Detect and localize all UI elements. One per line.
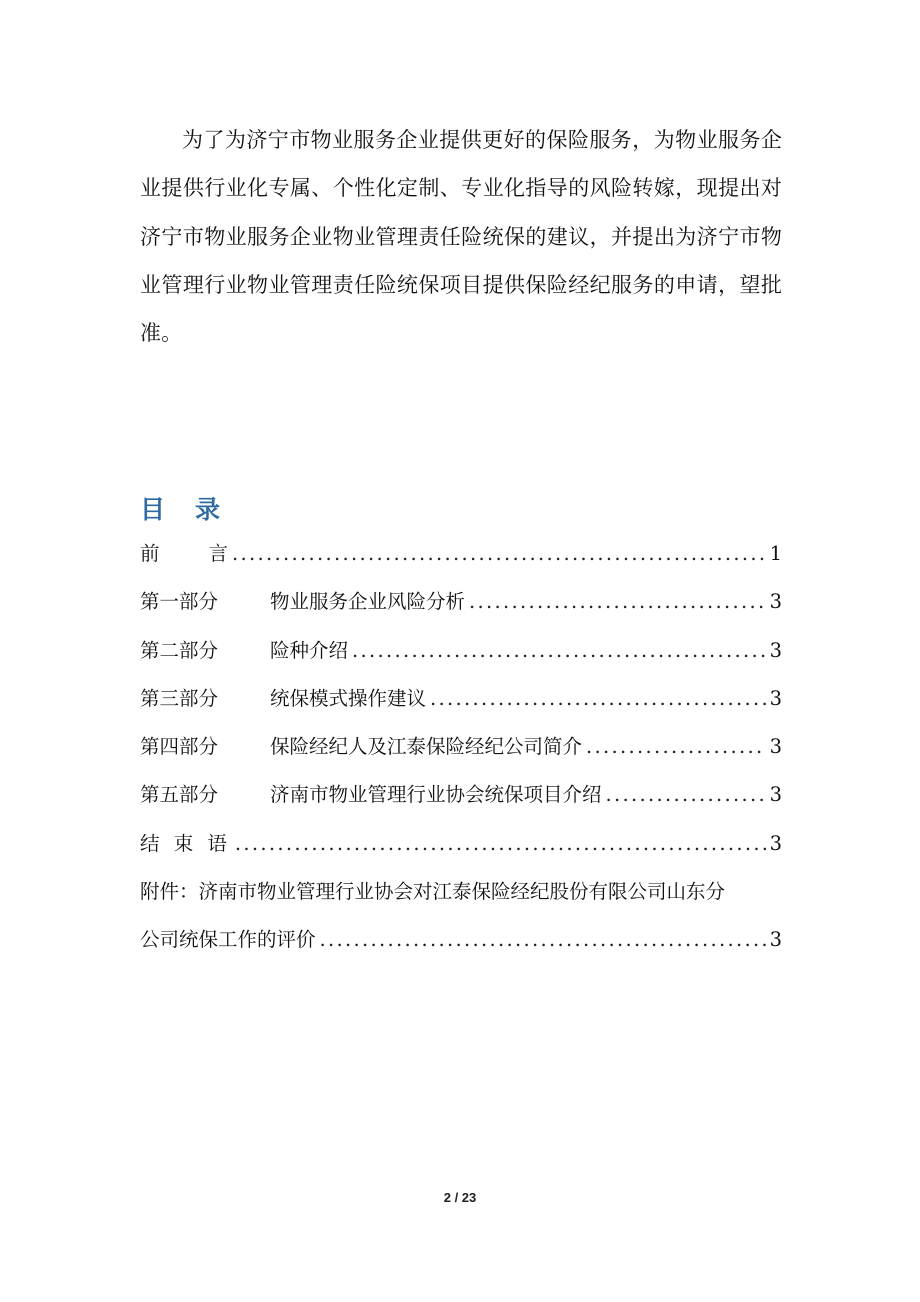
toc-dot-leader bbox=[606, 783, 766, 806]
toc-appendix-label-line-2: 公司统保工作的评价 bbox=[140, 928, 316, 952]
toc-entry-appendix-line-2[interactable] bbox=[140, 924, 782, 972]
toc-part-number: 第四部分 bbox=[140, 735, 219, 759]
toc-entry-part-1[interactable] bbox=[140, 586, 782, 634]
toc-entry-preface[interactable] bbox=[140, 538, 782, 586]
toc-dot-leader bbox=[352, 639, 766, 662]
toc-entry-label: 物业服务企业风险分析 bbox=[270, 590, 466, 614]
toc-entry-label: 险种介绍 bbox=[270, 638, 349, 662]
toc-title-char-1: 目 bbox=[140, 495, 168, 524]
toc-entry-closing[interactable] bbox=[140, 828, 782, 876]
toc-page-number: 3 bbox=[769, 928, 782, 952]
toc-entry-label: 济南市物业管理行业协会统保项目介绍 bbox=[270, 783, 602, 807]
toc-title-char-2: 录 bbox=[195, 495, 223, 524]
toc-part-number: 第二部分 bbox=[140, 638, 219, 662]
toc-entry-part-5[interactable] bbox=[140, 779, 782, 827]
toc-entry-label: 保险经纪人及江泰保险经纪公司简介 bbox=[270, 735, 583, 759]
toc-page-number: 3 bbox=[769, 735, 782, 759]
toc-preface-char-2: 言 bbox=[208, 542, 228, 565]
toc-dot-leader bbox=[320, 928, 766, 951]
toc-dot-leader bbox=[586, 735, 766, 758]
page-indicator: 2 / 23 bbox=[443, 1190, 477, 1205]
toc-appendix-label-line-1: 附件：济南市物业管理行业协会对江泰保险经纪股份有限公司山东分 bbox=[140, 880, 726, 904]
toc-dot-leader bbox=[430, 687, 766, 710]
toc-preface-char-1: 前 bbox=[140, 542, 160, 565]
toc-entry-part-3[interactable] bbox=[140, 683, 782, 731]
toc-entry-appendix-line-1[interactable] bbox=[140, 876, 782, 924]
toc-page-number: 3 bbox=[769, 783, 782, 807]
toc-entry-label: 结 束 语 bbox=[140, 831, 231, 855]
toc-part-number: 第一部分 bbox=[140, 590, 219, 614]
toc-page-number: 3 bbox=[769, 831, 782, 855]
toc-dot-leader bbox=[469, 590, 766, 613]
intro-paragraph: 为了为济宁市物业服务企业提供更好的保险服务，为物业服务企业提供行业化专属、个性化定制、专业化指导的风险转嫁，现提出对济宁市物业服务企业物业管理责任险统保的建议，并提出为济宁市物业管理行业物业管理责任险统保项目提供保险经纪服务的申请，望批准。 bbox=[140, 128, 782, 346]
toc-title bbox=[140, 490, 222, 526]
toc-page-number: 1 bbox=[769, 542, 782, 565]
toc-entry-part-4[interactable] bbox=[140, 731, 782, 779]
toc-page-number: 3 bbox=[769, 686, 782, 710]
toc-entry-label: 统保模式操作建议 bbox=[270, 686, 427, 710]
toc-page-number: 3 bbox=[769, 590, 782, 614]
table-of-contents bbox=[140, 538, 782, 973]
toc-dot-leader bbox=[235, 832, 766, 855]
toc-part-number: 第五部分 bbox=[140, 783, 219, 807]
toc-page-number: 3 bbox=[769, 638, 782, 662]
toc-entry-label bbox=[140, 538, 228, 566]
toc-dot-leader bbox=[232, 542, 766, 565]
toc-part-number: 第三部分 bbox=[140, 686, 219, 710]
toc-entry-part-2[interactable] bbox=[140, 635, 782, 683]
